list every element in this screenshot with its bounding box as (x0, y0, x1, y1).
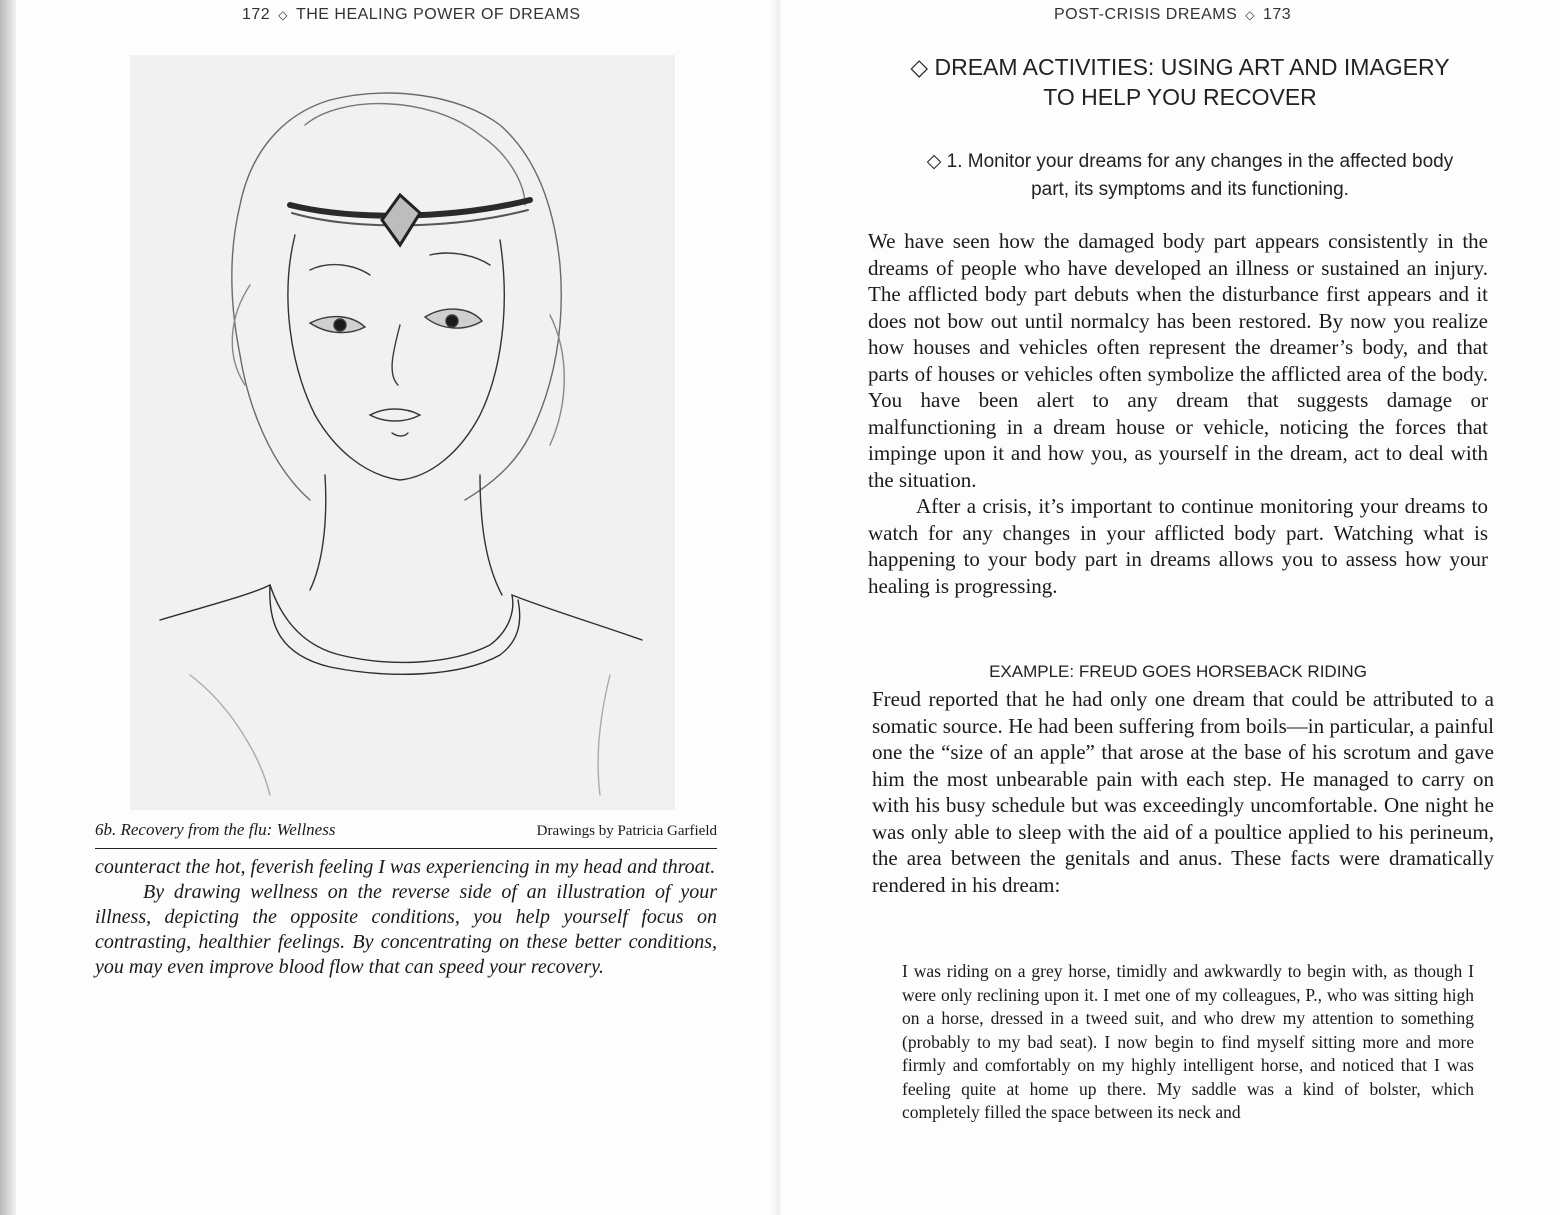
diamond-icon: ◇ (1245, 8, 1255, 22)
pencil-sketch-icon (130, 55, 675, 810)
paragraph: Freud reported that he had only one dream that could be attributed to a somatic source. He had been suffering from boils—in particular, a painful one the “size of an apple” that arose at the base of his scrotum and gave him the most unbearable pain with each step. He managed to carry on with his busy schedule but was exceedingly uncomfortable. One night he was only able to sleep with the aid of a poultice applied to his perineum, the area between the genitals and anus. These facts were dramatically rendered in his dream: (872, 687, 1494, 897)
caption-credit: Drawings by Patricia Garfield (536, 823, 717, 839)
paragraph: By drawing wellness on the reverse side of an illustration of your illness, depicting the opposite conditions, you help yourself focus on contrasting, healthier feelings. By concentrating on these better conditions, you may even improve blood flow that can speed your recovery. (95, 881, 717, 978)
paragraph: After a crisis, it’s important to continue monitoring your dreams to watch for any changes in your afflicted body part. Watching what is happening to your body part in dreams allows you to assess how your healing is progressing. (868, 494, 1488, 598)
activity-heading: ◇ 1. Monitor your dreams for any changes in the affected body part, its symptoms and its functioning. (926, 151, 1454, 200)
section-title (900, 52, 1460, 112)
caption-label: 6b. Recovery from the flu: Wellness (95, 820, 336, 839)
block-quote (902, 960, 1474, 1125)
chapter-title: POST-CRISIS DREAMS (1054, 6, 1238, 23)
page-number: 172 (242, 6, 271, 23)
figure-caption (95, 818, 717, 849)
book-title: THE HEALING POWER OF DREAMS (295, 6, 581, 23)
section-title-line: TO HELP YOU RECOVER (1043, 84, 1317, 110)
page-number: 173 (1262, 6, 1292, 23)
right-running-head (1054, 6, 1291, 24)
example-text (872, 686, 1494, 898)
left-body-text (95, 855, 717, 980)
paragraph: We have seen how the damaged body part appears consistently in the dreams of people who have developed an illness or sustained an injury. The afflicted body part debuts when the disturbance first appears and it does not bow out until normalcy has been restored. By now you realize how houses and vehicles often represent the dreamer’s body, and that parts of houses or vehicles often symbolize the afflicted area of the body. You have been alert to any dream that suggests damage or malfunctioning in a dream house or vehicle, noticing the forces that impinge upon it and how you, as yourself in the dream, act to deal with the situation. (868, 229, 1488, 492)
paragraph: counteract the hot, feverish feeling I was experiencing in my head and throat. (95, 856, 716, 878)
example-heading: EXAMPLE: FREUD GOES HORSEBACK RIDING (989, 662, 1367, 681)
left-running-head (242, 6, 581, 24)
illustration-figure (130, 55, 675, 810)
page-edge-shadow (0, 0, 16, 1215)
right-body-text (868, 228, 1488, 599)
section-title-line: ◇ DREAM ACTIVITIES: USING ART AND IMAGERY (910, 54, 1450, 80)
quote-text: I was riding on a grey horse, timidly and awkwardly to begin with, as though I were only reclining upon it. I met one of my colleagues, P., who was sitting high on a horse, dressed in a tweed suit, and who drew my attention to something (probably to my bad seat). I now begin to find myself sitting more and more firmly and comfortably on my highly intelligent horse, and noticed that I was feeling quite at home up there. My saddle was a kind of bolster, which completely filled the space between its neck and (902, 961, 1474, 1122)
right-page (780, 0, 1560, 1215)
diamond-icon: ◇ (278, 8, 288, 22)
